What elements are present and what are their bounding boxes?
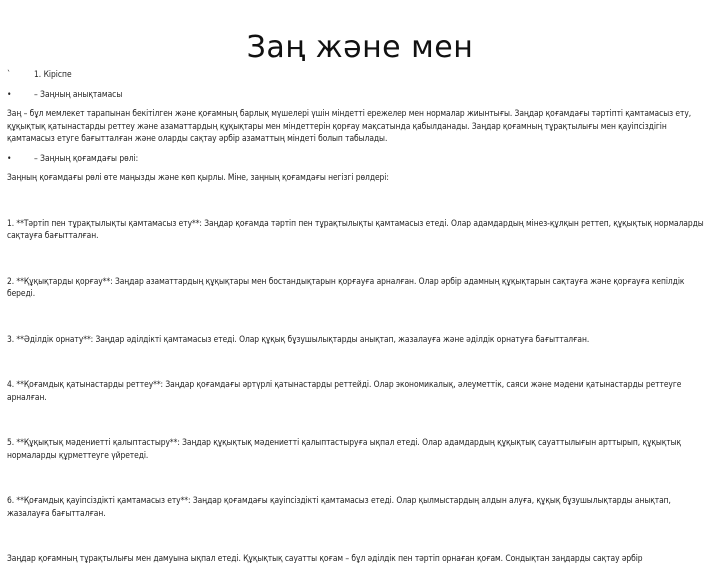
list-item-3: 3. **Әділдік орнату**: Заңдар әділдікті қамтамасыз етеді. Олар құқық бұзушылықтарды анықтап, жазалауға және әділдік орнатуға бағытталған.	[7, 333, 590, 344]
slide-title: Заң және мен	[246, 30, 474, 65]
list-item-4: 4. **Қоғамдық қатынастарды реттеу**: Заңдар қоғамдағы әртүрлі қатынастарды реттейді. Олар экономикалық, әлеуметтік, саяси және мәдени қатынастарды реттеуге арналған.	[7, 379, 682, 402]
paragraph-closing: Заңдар қоғамның тұрақтылығы мен дамуына ықпал етеді. Құқықтық сауатты қоғам – бұл әділдік пен тәртіп орнаған қоғам. Сондықтан заңдарды сақтау әрбір	[7, 553, 643, 563]
list-item-5: 5. **Құқықтық мәдениетті қалыптастыру**: Заңдар құқықтық мәдениетті қалыптастыруға ықпал етеді. Олар адамдардың құқықтық сауаттылығын арттырып, құқықтық нормаларды құрметтеуге үйретеді.	[7, 437, 682, 460]
bullet-role-heading	[7, 152, 707, 165]
bullet-intro	[7, 68, 707, 81]
bullet-text: – Заңның анықтамасы	[34, 88, 123, 99]
bullet-text: – Заңның қоғамдағы рөлі:	[34, 152, 139, 163]
paragraph-definition: Заң – бұл мемлекет тарапынан бекітілген және қоғамның барлық мүшелері үшін міндетті ережелер мен нормалар жиынтығы. Заңдар қоғамдағы тәртіпті қамтамасыз ету, құқықтық қатынастарды реттеу және азаматтардың құқықтары мен міндеттерін қорғау мақсатында қабылданады. Заңдар қоғамның тұрақтылығы мен қауіпсіздігін қамтамасыз етуге бағытталған және оларды сақтау әрбір азаматтың міндеті болып табылады.	[7, 108, 692, 143]
slide-body	[7, 68, 707, 565]
bullet-mark: •	[7, 88, 12, 99]
bullet-text: 1. Кіріспе	[34, 69, 72, 79]
list-item-6: 6. **Қоғамдық қауіпсіздікті қамтамасыз ету**: Заңдар қоғамдағы қауіпсіздікті қамтамасыз етеді. Олар қылмыстардың алдын алуға, құқық бұзушылықтарды анықтап, жазалауға бағытталған.	[7, 495, 671, 518]
list-item-1: 1. **Тәртіп пен тұрақтылықты қамтамасыз ету**: Заңдар қоғамда тәртіп пен тұрақтылықты қамтамасыз етеді. Олар адамдардың мінез-құлқын реттеп, құқықтық нормаларды сақтауға бағытталған.	[7, 217, 704, 240]
bullet-mark: `	[7, 69, 11, 79]
list-item-2: 2. **Құқықтарды қорғау**: Заңдар азаматтардың құқықтары мен бостандықтарын қорғауға арналған. Олар әрбір адамның құқықтарын сақтауға және қорғауға кепілдік береді.	[7, 275, 685, 298]
bullet-definition-heading	[7, 88, 707, 101]
bullet-mark: •	[7, 152, 12, 163]
paragraph-role-intro: Заңның қоғамдағы рөлі өте маңызды және көп қырлы. Міне, заңның қоғамдағы негізгі рөлдері:	[7, 172, 389, 182]
